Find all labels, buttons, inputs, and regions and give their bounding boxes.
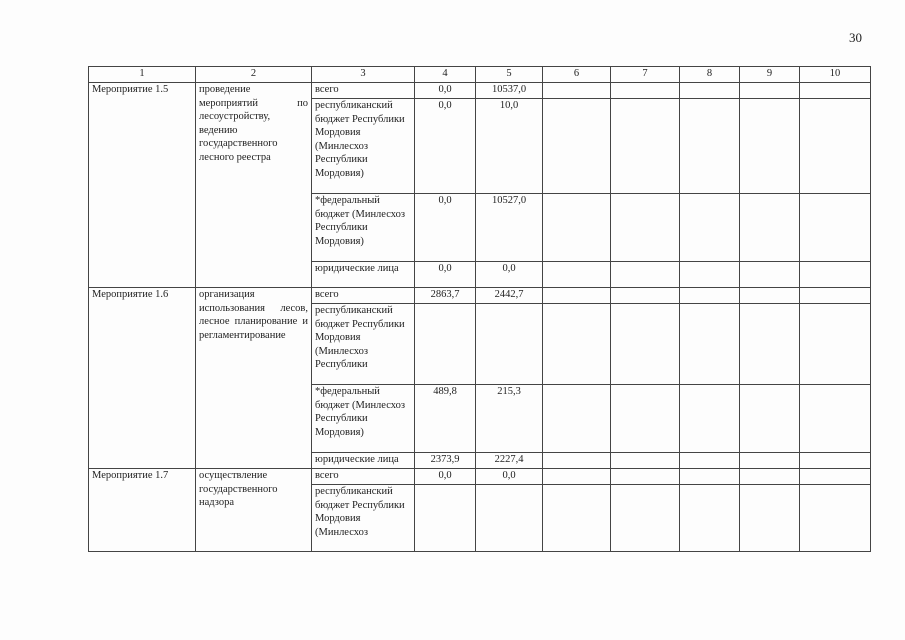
table-row xyxy=(89,83,871,99)
empty-cell xyxy=(740,262,800,288)
funding-source: юридические лица xyxy=(312,262,415,288)
empty-cell xyxy=(611,304,680,385)
funding-source: республиканский бюджет Республики Мордовия (Минлесхоз xyxy=(312,485,415,552)
value-cell: 0,0 xyxy=(415,83,476,99)
header-cell: 2 xyxy=(196,67,312,83)
value-cell xyxy=(476,485,543,552)
funding-source: *федеральный бюджет (Минлесхоз Республики Мордовия) xyxy=(312,194,415,262)
empty-cell xyxy=(543,469,611,485)
empty-cell xyxy=(543,83,611,99)
value-cell: 10,0 xyxy=(476,99,543,194)
empty-cell xyxy=(800,288,871,304)
empty-cell xyxy=(740,469,800,485)
measure-name: Мероприятие 1.6 xyxy=(89,288,196,469)
empty-cell xyxy=(611,262,680,288)
value-cell: 0,0 xyxy=(415,194,476,262)
empty-cell xyxy=(611,453,680,469)
empty-cell xyxy=(680,453,740,469)
empty-cell xyxy=(800,83,871,99)
empty-cell xyxy=(680,83,740,99)
header-cell: 5 xyxy=(476,67,543,83)
empty-cell xyxy=(543,194,611,262)
value-cell: 215,3 xyxy=(476,385,543,453)
funding-source: всего xyxy=(312,469,415,485)
empty-cell xyxy=(611,469,680,485)
measure-name: Мероприятие 1.7 xyxy=(89,469,196,552)
empty-cell xyxy=(680,385,740,453)
empty-cell xyxy=(611,288,680,304)
empty-cell xyxy=(740,385,800,453)
empty-cell xyxy=(800,99,871,194)
empty-cell xyxy=(680,485,740,552)
empty-cell xyxy=(800,304,871,385)
empty-cell xyxy=(740,304,800,385)
empty-cell xyxy=(740,485,800,552)
empty-cell xyxy=(543,385,611,453)
header-cell: 10 xyxy=(800,67,871,83)
value-cell: 0,0 xyxy=(476,469,543,485)
empty-cell xyxy=(680,194,740,262)
measure-description: осуществление государственного надзора xyxy=(196,469,312,552)
empty-cell xyxy=(680,304,740,385)
empty-cell xyxy=(611,99,680,194)
empty-cell xyxy=(740,288,800,304)
empty-cell xyxy=(611,485,680,552)
funding-source: республиканский бюджет Республики Мордовия (Минлесхоз Республики xyxy=(312,304,415,385)
funding-source: всего xyxy=(312,288,415,304)
table-row xyxy=(89,288,871,304)
value-cell: 0,0 xyxy=(415,99,476,194)
empty-cell xyxy=(800,385,871,453)
empty-cell xyxy=(740,453,800,469)
value-cell: 10537,0 xyxy=(476,83,543,99)
empty-cell xyxy=(543,99,611,194)
empty-cell xyxy=(740,83,800,99)
empty-cell xyxy=(543,485,611,552)
empty-cell xyxy=(611,83,680,99)
value-cell xyxy=(476,304,543,385)
header-cell: 4 xyxy=(415,67,476,83)
value-cell: 2373,9 xyxy=(415,453,476,469)
measure-description: организация использования лесов, лесное планирование и регламентирование xyxy=(196,288,312,469)
empty-cell xyxy=(800,194,871,262)
header-cell: 6 xyxy=(543,67,611,83)
empty-cell xyxy=(800,469,871,485)
header-row xyxy=(89,67,871,83)
empty-cell xyxy=(611,194,680,262)
value-cell: 0,0 xyxy=(476,262,543,288)
table-row xyxy=(89,469,871,485)
empty-cell xyxy=(740,194,800,262)
funding-source: республиканский бюджет Республики Мордовия (Минлесхоз Республики Мордовия) xyxy=(312,99,415,194)
measure-name: Мероприятие 1.5 xyxy=(89,83,196,288)
empty-cell xyxy=(543,453,611,469)
empty-cell xyxy=(800,262,871,288)
header-cell: 1 xyxy=(89,67,196,83)
value-cell: 2442,7 xyxy=(476,288,543,304)
header-cell: 8 xyxy=(680,67,740,83)
measure-description: проведение мероприятий по лесоустройству, ведению государственного лесного реестра xyxy=(196,83,312,288)
value-cell xyxy=(415,485,476,552)
empty-cell xyxy=(800,453,871,469)
empty-cell xyxy=(680,262,740,288)
empty-cell xyxy=(800,485,871,552)
header-cell: 9 xyxy=(740,67,800,83)
value-cell: 10527,0 xyxy=(476,194,543,262)
value-cell: 489,8 xyxy=(415,385,476,453)
empty-cell xyxy=(680,288,740,304)
empty-cell xyxy=(543,262,611,288)
value-cell: 0,0 xyxy=(415,469,476,485)
empty-cell xyxy=(543,304,611,385)
value-cell xyxy=(415,304,476,385)
value-cell: 2227,4 xyxy=(476,453,543,469)
empty-cell xyxy=(680,469,740,485)
funding-source: *федеральный бюджет (Минлесхоз Республики Мордовия) xyxy=(312,385,415,453)
budget-table xyxy=(88,66,871,552)
empty-cell xyxy=(740,99,800,194)
funding-source: всего xyxy=(312,83,415,99)
value-cell: 2863,7 xyxy=(415,288,476,304)
header-cell: 3 xyxy=(312,67,415,83)
empty-cell xyxy=(680,99,740,194)
header-cell: 7 xyxy=(611,67,680,83)
empty-cell xyxy=(611,385,680,453)
page-number: 30 xyxy=(849,30,862,45)
empty-cell xyxy=(543,288,611,304)
value-cell: 0,0 xyxy=(415,262,476,288)
funding-source: юридические лица xyxy=(312,453,415,469)
